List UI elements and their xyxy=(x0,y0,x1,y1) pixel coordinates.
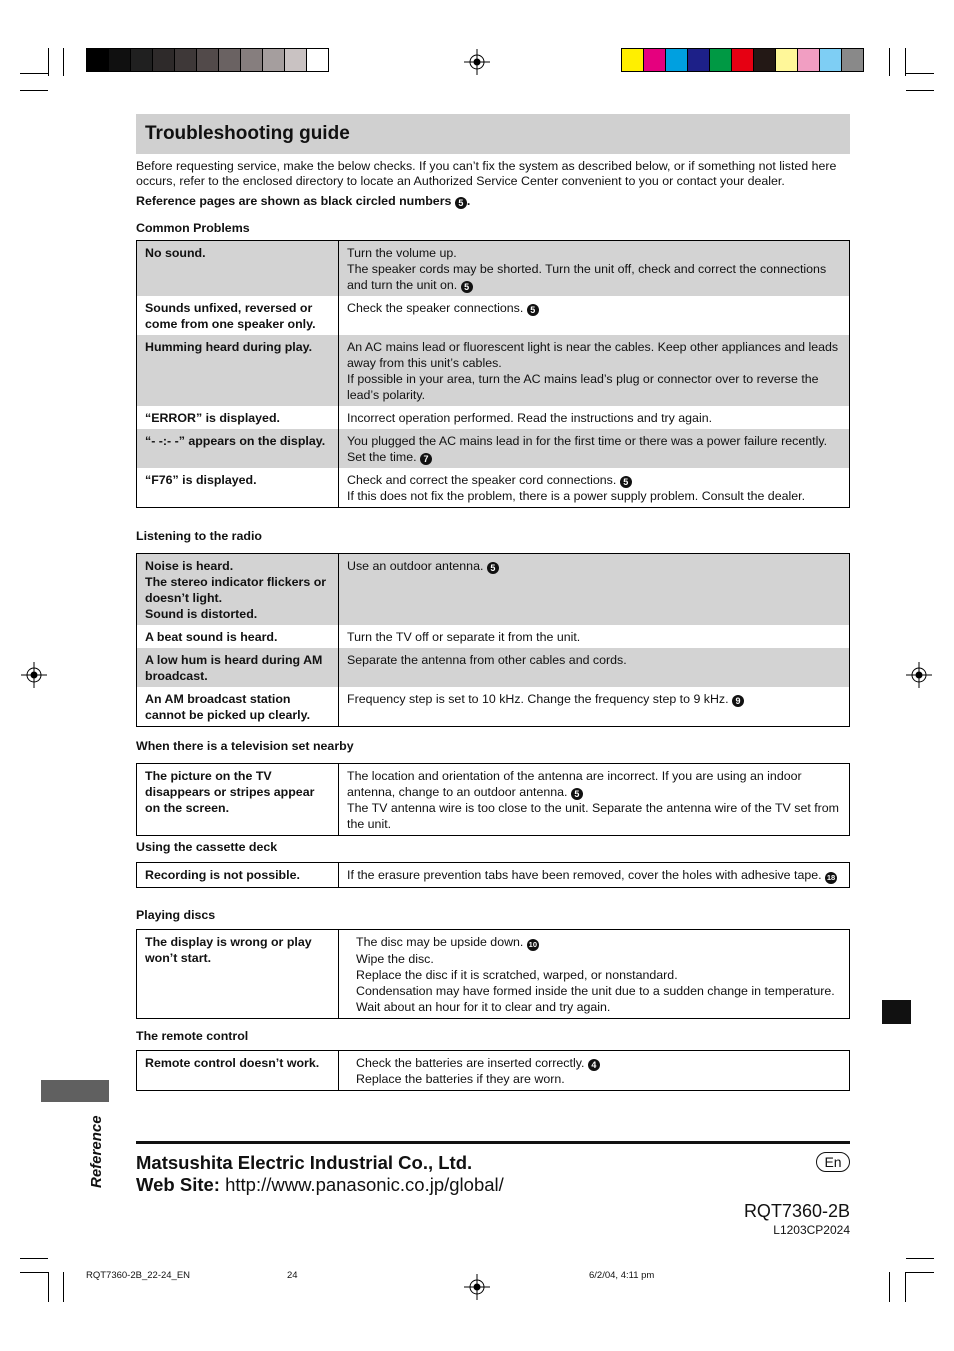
table-row xyxy=(137,764,850,836)
circled-number-icon: 5 xyxy=(620,476,632,488)
radio-table xyxy=(136,553,850,727)
problem-cell: A low hum is heard during AM broadcast. xyxy=(137,648,339,687)
circled-number-icon: 5 xyxy=(461,281,473,293)
color-swatch xyxy=(153,49,175,71)
table-row xyxy=(137,554,850,626)
circled-number-icon: 5 xyxy=(455,197,467,209)
section-title-cassette: Using the cassette deck xyxy=(136,840,278,854)
table-row xyxy=(137,335,850,406)
solution-text: The TV antenna wire is too close to the unit. Separate the antenna wire of the TV set from the unit. xyxy=(347,801,840,831)
table-row xyxy=(137,648,850,687)
solution-text: Check and correct the speaker cord connections. xyxy=(347,473,617,487)
table-row xyxy=(137,687,850,727)
solution-text: Incorrect operation performed. Read the instructions and try again. xyxy=(347,411,713,425)
color-swatch xyxy=(219,49,241,71)
table-row xyxy=(137,468,850,508)
title-band xyxy=(136,114,850,154)
registration-mark-icon xyxy=(464,49,490,75)
common-problems-table xyxy=(136,240,850,508)
solution-cell xyxy=(339,554,850,626)
section-title-discs: Playing discs xyxy=(136,908,216,922)
registration-mark-icon xyxy=(464,1274,490,1300)
page-title: Troubleshooting guide xyxy=(145,123,350,144)
footer-file-name: RQT7360-2B_22-24_EN xyxy=(86,1270,191,1281)
solution-cell xyxy=(339,335,850,406)
color-swatch xyxy=(175,49,197,71)
problem-cell: “ERROR” is displayed. xyxy=(137,406,339,429)
reference-note-text: Reference pages are shown as black circled numbers xyxy=(136,194,452,208)
circled-number-icon: 5 xyxy=(487,562,499,574)
problem-cell: Noise is heard. The stereo indicator flickers or doesn’t light. Sound is distorted. xyxy=(137,554,339,626)
color-swatch xyxy=(285,49,307,71)
solution-cell xyxy=(339,687,850,727)
problem-cell: Remote control doesn’t work. xyxy=(137,1051,339,1091)
circled-number-icon: 18 xyxy=(826,873,836,882)
footer-datetime: 6/2/04, 4:11 pm xyxy=(589,1270,655,1281)
problem-cell: “F76” is displayed. xyxy=(137,468,339,508)
solution-cell xyxy=(339,241,850,297)
color-swatch xyxy=(241,49,263,71)
color-swatch xyxy=(732,49,754,71)
problem-cell: Humming heard during play. xyxy=(137,335,339,406)
section-title-common: Common Problems xyxy=(136,221,250,235)
solution-text: You plugged the AC mains lead in for the first time or there was a power failure recently. Set the time. xyxy=(347,434,828,464)
solution-text: If the erasure prevention tabs have been removed, cover the holes with adhesive tape. xyxy=(347,868,822,882)
circled-number-icon: 5 xyxy=(527,304,539,316)
color-swatch xyxy=(688,49,710,71)
table-row xyxy=(137,625,850,648)
model-number: RQT7360-2B xyxy=(743,1201,850,1221)
problem-cell: Recording is not possible. xyxy=(137,863,339,888)
solution-text: If this does not fix the problem, there is a power supply problem. Consult the dealer. xyxy=(347,489,806,503)
circled-number-icon: 5 xyxy=(571,788,583,800)
registration-mark-icon xyxy=(906,662,932,688)
circled-number-icon: 7 xyxy=(420,453,432,465)
problem-cell: “- -:- -” appears on the display. xyxy=(137,429,339,468)
circled-number-icon: 9 xyxy=(732,695,744,707)
solution-cell xyxy=(339,764,850,836)
registration-mark-icon xyxy=(21,662,47,688)
color-swatch xyxy=(263,49,285,71)
color-swatch xyxy=(798,49,820,71)
table-row xyxy=(137,241,850,297)
color-swatch xyxy=(307,49,328,71)
section-title-radio: Listening to the radio xyxy=(136,529,262,543)
color-swatch xyxy=(644,49,666,71)
solution-text: Frequency step is set to 10 kHz. Change the frequency step to 9 kHz. xyxy=(347,692,729,706)
color-swatch xyxy=(776,49,798,71)
print-code: L1203CP2024 xyxy=(773,1223,850,1237)
website-url: http://www.panasonic.co.jp/global/ xyxy=(225,1174,504,1195)
solution-text: An AC mains lead or fluorescent light is near the cables. Keep other appliances and leads away from this unit’s cables. If possible in your area, turn the AC mains lead’s plug or connector over to reverse the lead’s polarity. xyxy=(347,340,839,402)
section-title-remote: The remote control xyxy=(136,1029,249,1043)
reference-section-tab xyxy=(41,1080,109,1102)
solution-text: Wipe the disc. Replace the disc if it is scratched, warped, or nonstandard. Condensation may have formed inside the unit due to a sudden change in temperature. Wait about an hour for it to clear and try again. xyxy=(356,952,835,1014)
color-swatch xyxy=(87,49,109,71)
footer-rule xyxy=(136,1141,850,1144)
problem-cell: Sounds unfixed, reversed or come from one speaker only. xyxy=(137,296,339,335)
color-swatch xyxy=(710,49,732,71)
problem-cell: An AM broadcast station cannot be picked up clearly. xyxy=(137,687,339,727)
solution-text: Replace the batteries if they are worn. xyxy=(356,1072,565,1086)
website-label: Web Site: xyxy=(136,1174,220,1195)
solution-text: Separate the antenna from other cables and cords. xyxy=(347,653,627,667)
problem-cell: The display is wrong or play won’t start. xyxy=(137,930,339,1019)
problem-cell: The picture on the TV disappears or stripes appear on the screen. xyxy=(137,764,339,836)
table-row xyxy=(137,429,850,468)
color-swatch xyxy=(622,49,644,71)
color-swatch xyxy=(754,49,776,71)
color-swatch xyxy=(109,49,131,71)
table-row xyxy=(137,406,850,429)
solution-cell xyxy=(339,648,850,687)
solution-cell xyxy=(339,406,850,429)
side-label: Reference xyxy=(88,1115,105,1188)
thumb-index-marker xyxy=(882,1000,911,1024)
reference-note: Reference pages are shown as black circled numbers 5 . xyxy=(136,194,471,208)
solution-text: The disc may be upside down. xyxy=(356,935,524,949)
solution-cell xyxy=(339,468,850,508)
language-badge: En xyxy=(816,1152,850,1172)
color-swatch xyxy=(842,49,863,71)
solution-text: The location and orientation of the antenna are incorrect. If you are using an indoor antenna, change to an outdoor antenna. xyxy=(347,769,802,799)
problem-cell: No sound. xyxy=(137,241,339,297)
color-swatch xyxy=(131,49,153,71)
solution-cell xyxy=(339,1051,850,1091)
section-title-tv: When there is a television set nearby xyxy=(136,739,354,753)
color-swatch xyxy=(666,49,688,71)
problem-cell: A beat sound is heard. xyxy=(137,625,339,648)
color-swatch xyxy=(820,49,842,71)
circled-number-icon: 10 xyxy=(528,940,537,949)
table-row xyxy=(137,296,850,335)
solution-cell xyxy=(339,930,850,1019)
solution-cell xyxy=(339,625,850,648)
table-row xyxy=(137,1051,850,1091)
footer-page-number: 24 xyxy=(287,1270,298,1281)
solution-cell xyxy=(339,296,850,335)
solution-text: Check the speaker connections. xyxy=(347,301,524,315)
tv-table xyxy=(136,763,850,836)
solution-cell xyxy=(339,429,850,468)
website-line xyxy=(136,1174,504,1196)
discs-table xyxy=(136,929,850,1019)
solution-text: Check the batteries are inserted correctly. xyxy=(356,1056,585,1070)
circled-number-icon: 4 xyxy=(588,1059,600,1071)
color-calibration-bar xyxy=(621,48,864,72)
solution-text: Use an outdoor antenna. xyxy=(347,559,484,573)
remote-table xyxy=(136,1050,850,1091)
table-row xyxy=(137,863,850,888)
intro-paragraph: Before requesting service, make the below checks. If you can’t fix the system as described below, or if something not listed here occurs, refer to the enclosed directory to locate an Authorized Service Center convenient to you or contact your dealer. xyxy=(136,159,837,188)
solution-cell xyxy=(339,863,850,888)
table-row xyxy=(137,930,850,1019)
cassette-table xyxy=(136,862,850,888)
color-swatch xyxy=(197,49,219,71)
solution-text: Turn the volume up. The speaker cords may be shorted. Turn the unit off, check and correct the connections and turn the unit on. xyxy=(347,246,827,292)
solution-text: Turn the TV off or separate it from the unit. xyxy=(347,630,581,644)
grayscale-calibration-bar xyxy=(86,48,329,72)
company-name: Matsushita Electric Industrial Co., Ltd. xyxy=(136,1152,473,1173)
